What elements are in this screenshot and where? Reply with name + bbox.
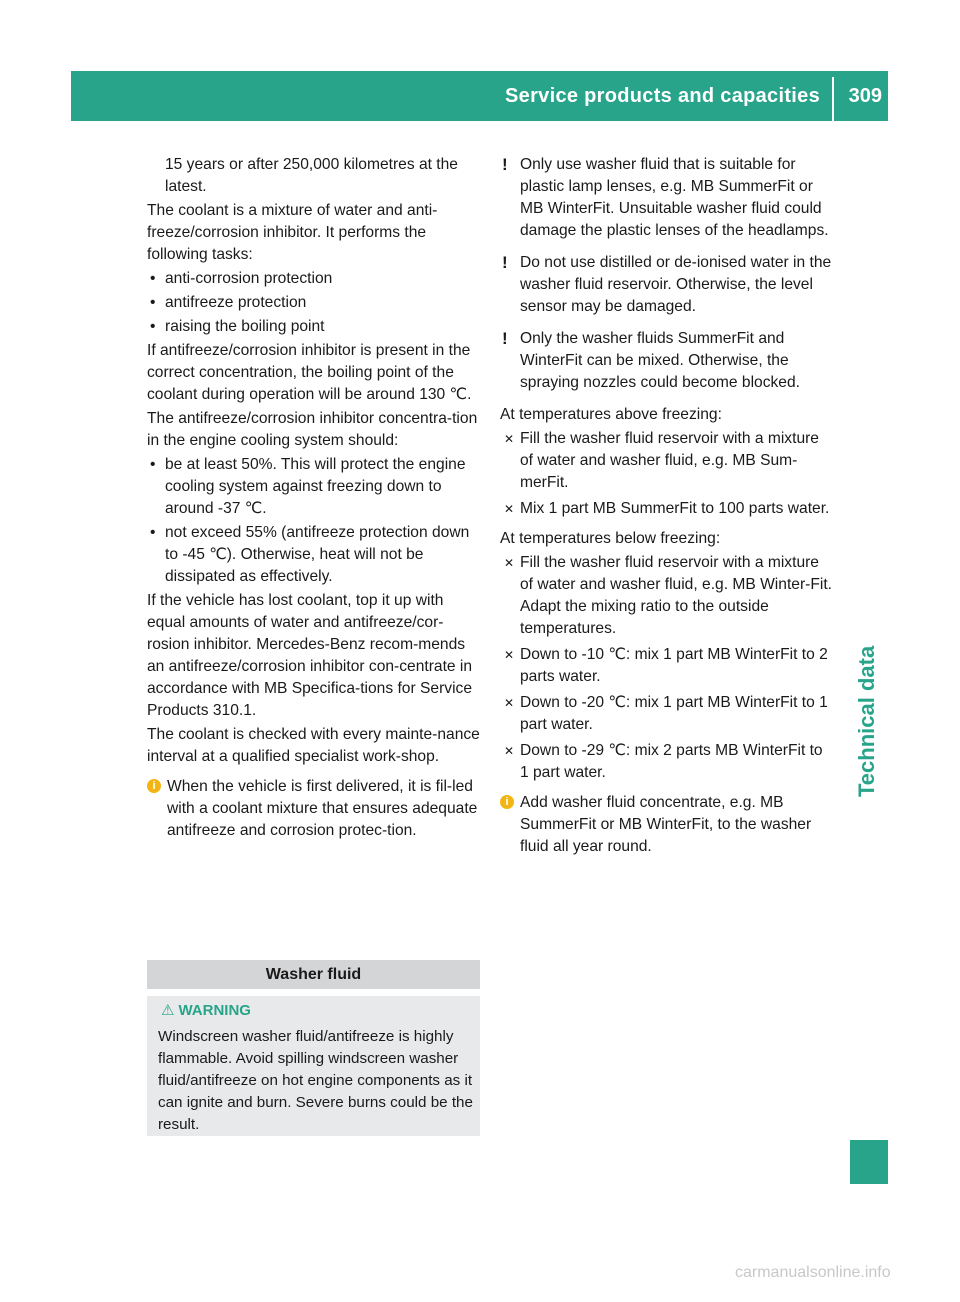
caution-note: ! Only the washer fluids SummerFit and WinterFit can be mixed. Otherwise, the spraying nozzles could become blocked.	[502, 329, 800, 391]
left-column	[147, 154, 480, 852]
page-number: 309	[848, 85, 882, 107]
bullet-icon: •	[150, 294, 156, 311]
exclamation-icon: !	[502, 329, 508, 348]
warning-text: Windscreen washer fluid/antifreeze is highly flammable. Avoid spilling windscreen washer fluid/antifreeze on hot engine components as it can ignite and burn. Severe burns could be the result.	[158, 1028, 473, 1133]
above-freezing-heading: At temperatures above freezing:	[500, 406, 722, 423]
bullet-icon: •	[150, 318, 156, 335]
step-item: ✕ Mix 1 part MB SummerFit to 100 parts water.	[500, 498, 834, 520]
step-arrow-icon: ✕	[504, 648, 515, 662]
list-item: • anti-corrosion protection	[147, 268, 480, 290]
step-item: ✕ Down to -10 ℃: mix 1 part MB WinterFit to 2 parts water.	[504, 646, 828, 685]
bullet-icon: •	[150, 456, 156, 473]
exclamation-icon: !	[502, 155, 508, 174]
exclamation-icon: !	[502, 253, 508, 272]
list-item: • raising the boiling point	[147, 316, 480, 338]
step-item: ✕ Fill the washer fluid reservoir with a mixture of water and washer fluid, e.g. MB Winter-Fit. Adapt the mixing ratio to the outside temperatures.	[504, 554, 832, 637]
side-tab-label: Technical data	[854, 645, 879, 797]
list-item: • not exceed 55% (antifreeze protection down to -45 ℃). Otherwise, heat will not be dissipated as effectively.	[150, 524, 470, 585]
step-item: ✕ Fill the washer fluid reservoir with a mixture of water and washer fluid, e.g. MB Sum-merFit.	[504, 430, 819, 491]
step-arrow-icon: ✕	[504, 502, 515, 516]
info-icon: i	[500, 795, 514, 809]
section-heading: Washer fluid	[147, 960, 480, 989]
header-bar	[71, 71, 888, 121]
paragraph-checked: The coolant is checked with every mainte-nance interval at a qualified specialist work-shop.	[147, 726, 480, 765]
paragraph-concentration: The antifreeze/corrosion inhibitor concentra-tion in the engine cooling system should:	[147, 410, 478, 449]
step-item: ✕ Down to -20 ℃: mix 1 part MB WinterFit to 1 part water.	[504, 694, 828, 733]
side-tab[interactable]	[850, 121, 888, 797]
list-item: • antifreeze protection	[147, 292, 480, 314]
info-note: i When the vehicle is first delivered, it is fil-led with a coolant mixture that ensures adequate antifreeze and corrosion protec-tion.	[147, 776, 480, 842]
caution-note: ! Do not use distilled or de-ionised water in the washer fluid reservoir. Otherwise, the level sensor may be damaged.	[502, 253, 832, 315]
bullet-icon: •	[150, 524, 156, 541]
step-arrow-icon: ✕	[504, 696, 515, 710]
page-title: Service products and capacities	[505, 85, 820, 107]
side-marker	[850, 1140, 888, 1184]
warning-title: ⚠ WARNING	[161, 1002, 251, 1019]
info-note: i Add washer fluid concentrate, e.g. MB SummerFit or MB WinterFit, to the washer fluid all year round.	[500, 792, 834, 858]
lead-continuation: 15 years or after 250,000 kilometres at the latest.	[165, 156, 458, 195]
step-arrow-icon: ✕	[504, 744, 515, 758]
paragraph-coolant: The coolant is a mixture of water and anti-freeze/corrosion inhibitor. It performs the following tasks:	[147, 202, 438, 263]
header-divider	[832, 77, 834, 121]
bullet-icon: •	[150, 270, 156, 287]
below-freezing-heading: At temperatures below freezing:	[500, 530, 721, 547]
warning-box	[147, 996, 480, 1136]
warning-triangle-icon: ⚠	[161, 1002, 175, 1019]
watermark: carmanualsonline.info	[735, 1264, 891, 1281]
paragraph-lost-coolant: If the vehicle has lost coolant, top it up with equal amounts of water and antifreeze/cor-rosion inhibitor. Mercedes-Benz recom-mends an antifreeze/corrosion inhibitor con-centrate in accordance with MB Specifica-tions for Service Products 310.1.	[147, 592, 473, 719]
step-item: ✕ Down to -29 ℃: mix 2 parts MB WinterFit to 1 part water.	[504, 742, 823, 781]
right-column	[500, 154, 834, 868]
list-item: • be at least 50%. This will protect the engine cooling system against freezing down to around -37 ℃.	[150, 456, 466, 517]
step-arrow-icon: ✕	[504, 556, 515, 570]
info-icon: i	[147, 779, 161, 793]
step-arrow-icon: ✕	[504, 432, 515, 446]
paragraph-boiling: If antifreeze/corrosion inhibitor is present in the correct concentration, the boiling point of the coolant during operation will be around 130 ℃.	[147, 342, 472, 403]
caution-note: ! Only use washer fluid that is suitable for plastic lamp lenses, e.g. MB SummerFit or MB WinterFit. Unsuitable washer fluid could damage the plastic lenses of the headlamps.	[502, 155, 829, 239]
